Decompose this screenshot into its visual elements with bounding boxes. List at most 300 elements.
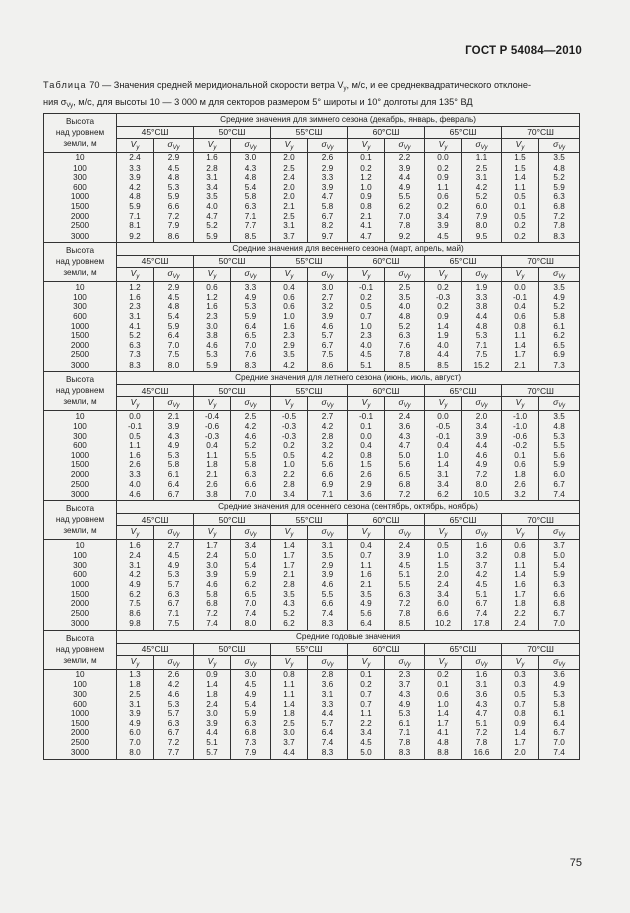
mean-symbol — [502, 268, 539, 282]
value-cell: 6.4 — [154, 332, 194, 342]
table-row — [44, 212, 580, 222]
value-cell: 4.5 — [425, 231, 462, 243]
height-cell: 100 — [44, 293, 117, 303]
value-cell: 5.9 — [231, 312, 271, 322]
value-cell: 1.8 — [117, 681, 154, 691]
value-cell: 2.6 — [308, 153, 348, 165]
mean-symbol — [117, 268, 154, 282]
value-cell: 1.1 — [348, 561, 385, 571]
value-cell: 1.0 — [271, 312, 308, 322]
table-row — [44, 174, 580, 184]
value-cell: -0.1 — [425, 432, 462, 442]
mean-symbol — [348, 268, 385, 282]
season-title: Средние значения для летнего сезона (июнь, июль, август) — [117, 372, 580, 385]
mean-symbol-letter: V — [361, 397, 368, 408]
sigma-symbol — [462, 397, 502, 411]
value-cell: -0.5 — [425, 422, 462, 432]
value-cell: 1.9 — [425, 332, 462, 342]
sigma-symbol-sub: Vy — [326, 145, 334, 151]
value-cell: 4.7 — [194, 212, 231, 222]
value-cell: -0.6 — [194, 422, 231, 432]
sigma-symbol — [154, 655, 194, 669]
latitude-row — [44, 514, 580, 526]
value-cell: 0.5 — [348, 303, 385, 313]
value-cell: 3.0 — [308, 282, 348, 294]
value-cell: 6.7 — [308, 341, 348, 351]
value-cell: 1.7 — [425, 719, 462, 729]
value-cell: 0.4 — [425, 442, 462, 452]
value-cell: 8.5 — [385, 360, 425, 372]
row-label-line: над уровнем — [55, 128, 105, 137]
value-cell: 1.1 — [502, 183, 539, 193]
value-cell: 4.5 — [385, 561, 425, 571]
value-cell: 4.0 — [385, 303, 425, 313]
height-cell: 10 — [44, 282, 117, 294]
mean-symbol-sub: y — [136, 145, 140, 151]
value-cell: 3.7 — [271, 231, 308, 243]
value-cell: 2.8 — [308, 669, 348, 681]
mean-symbol-sub: y — [136, 661, 140, 668]
value-cell: 1.6 — [502, 580, 539, 590]
value-cell: 4.0 — [348, 341, 385, 351]
value-cell: 5.8 — [194, 590, 231, 600]
value-cell: 6.4 — [231, 322, 271, 332]
value-cell: 6.4 — [348, 619, 385, 631]
value-cell: 6.5 — [231, 590, 271, 600]
mean-symbol — [117, 655, 154, 669]
value-cell: -0.1 — [117, 422, 154, 432]
value-cell: 0.4 — [271, 282, 308, 294]
sigma-symbol-letter: σ — [167, 655, 173, 666]
value-cell: 7.2 — [385, 489, 425, 501]
value-cell: 5.0 — [539, 551, 580, 561]
value-cell: 4.9 — [462, 461, 502, 471]
value-cell: 6.2 — [539, 332, 580, 342]
value-cell: 0.1 — [502, 451, 539, 461]
value-cell: 3.1 — [271, 222, 308, 232]
mean-symbol-sub: y — [521, 274, 525, 281]
value-cell: 5.5 — [231, 451, 271, 461]
sigma-symbol-sub: Vy — [403, 661, 411, 668]
table-row — [44, 351, 580, 361]
value-cell: 4.8 — [154, 174, 194, 184]
row-label-cell — [44, 114, 117, 153]
value-cell: 2.8 — [194, 164, 231, 174]
value-cell: 5.1 — [462, 590, 502, 600]
mean-symbol — [348, 655, 385, 669]
caption-lead: Таблица — [43, 80, 87, 90]
height-cell: 1500 — [44, 719, 117, 729]
height-cell: 600 — [44, 571, 117, 581]
value-cell: 5.2 — [539, 303, 580, 313]
value-cell: 2.9 — [154, 282, 194, 294]
value-cell: 1.7 — [502, 351, 539, 361]
value-cell: 1.1 — [348, 709, 385, 719]
value-cell: 6.9 — [539, 351, 580, 361]
value-cell: 3.1 — [117, 561, 154, 571]
mean-symbol-sub: y — [367, 145, 371, 151]
value-cell: 8.2 — [308, 222, 348, 232]
table-row — [44, 360, 580, 372]
value-cell: 7.0 — [154, 341, 194, 351]
value-cell: 1.6 — [462, 669, 502, 681]
value-cell: 5.1 — [462, 719, 502, 729]
value-cell: 1.4 — [425, 322, 462, 332]
value-cell: 1.3 — [117, 669, 154, 681]
value-cell: 5.5 — [539, 442, 580, 452]
value-cell: 3.9 — [308, 183, 348, 193]
height-cell: 300 — [44, 561, 117, 571]
value-cell: 6.7 — [539, 729, 580, 739]
table-row — [44, 341, 580, 351]
value-cell: 2.2 — [502, 609, 539, 619]
value-cell: 6.9 — [308, 480, 348, 490]
value-cell: 7.8 — [539, 222, 580, 232]
height-cell: 600 — [44, 442, 117, 452]
value-cell: 5.3 — [194, 351, 231, 361]
value-cell: 7.2 — [194, 609, 231, 619]
sigma-symbol — [231, 397, 271, 411]
value-cell: 10.2 — [425, 619, 462, 631]
value-cell: 4.3 — [271, 599, 308, 609]
sigma-symbol — [385, 397, 425, 411]
value-cell: 5.4 — [539, 561, 580, 571]
value-cell: 1.5 — [502, 153, 539, 165]
row-label-line: над уровнем — [55, 257, 105, 267]
value-cell: 8.3 — [117, 360, 154, 372]
mean-symbol — [425, 139, 462, 153]
table-row — [44, 422, 580, 432]
value-cell: 16.6 — [462, 748, 502, 760]
value-cell: 4.3 — [385, 432, 425, 442]
mean-symbol-sub: y — [213, 661, 217, 668]
height-cell: 3000 — [44, 619, 117, 631]
value-cell: 0.8 — [348, 202, 385, 212]
sigma-symbol — [154, 139, 194, 153]
value-cell: 8.5 — [231, 231, 271, 243]
value-cell: 1.4 — [425, 709, 462, 719]
value-cell: 1.4 — [271, 540, 308, 552]
sigma-symbol-sub: Vy — [480, 145, 488, 151]
height-cell: 600 — [44, 700, 117, 710]
value-cell: 5.9 — [231, 571, 271, 581]
value-cell: 4.2 — [154, 681, 194, 691]
value-cell: 2.0 — [425, 571, 462, 581]
table-row — [44, 709, 580, 719]
sigma-symbol — [539, 268, 580, 282]
value-cell: 7.0 — [385, 212, 425, 222]
value-cell: 2.6 — [502, 480, 539, 490]
sigma-symbol-letter: σ — [244, 526, 250, 537]
value-cell: 3.3 — [117, 470, 154, 480]
value-cell: 4.6 — [154, 690, 194, 700]
value-cell: 7.2 — [539, 212, 580, 222]
value-cell: 1.2 — [117, 282, 154, 294]
value-cell: 3.1 — [462, 174, 502, 184]
value-cell: 0.1 — [348, 153, 385, 165]
value-cell: 6.3 — [154, 719, 194, 729]
value-cell: 0.2 — [502, 222, 539, 232]
value-cell: 9.2 — [117, 231, 154, 243]
value-cell: 5.4 — [154, 312, 194, 322]
value-cell: 4.3 — [385, 690, 425, 700]
value-cell: 6.4 — [308, 729, 348, 739]
sigma-symbol — [231, 139, 271, 153]
mean-symbol — [425, 268, 462, 282]
mean-symbol-letter: V — [207, 526, 214, 537]
value-cell: 0.9 — [194, 669, 231, 681]
value-cell: 1.6 — [117, 540, 154, 552]
mean-symbol — [425, 655, 462, 669]
table-row — [44, 738, 580, 748]
value-cell: 0.5 — [425, 540, 462, 552]
mean-symbol-letter: V — [438, 139, 445, 149]
value-cell: 5.4 — [231, 561, 271, 571]
row-label-line: над уровнем — [55, 386, 105, 396]
value-cell: 7.7 — [154, 748, 194, 760]
value-cell: 5.8 — [231, 461, 271, 471]
value-cell: 0.6 — [271, 293, 308, 303]
value-cell: 8.6 — [308, 360, 348, 372]
value-cell: 7.0 — [231, 599, 271, 609]
value-cell: 6.7 — [462, 599, 502, 609]
sigma-symbol-letter: σ — [553, 397, 559, 408]
value-cell: 4.8 — [462, 322, 502, 332]
table-row — [44, 609, 580, 619]
latitude-header: 55°СШ — [271, 256, 348, 268]
value-cell: 3.8 — [194, 332, 231, 342]
sigma-symbol-sub: Vy — [403, 403, 411, 410]
value-cell: 3.1 — [308, 540, 348, 552]
mean-symbol-sub: y — [136, 403, 140, 410]
value-cell: 1.9 — [462, 282, 502, 294]
value-cell: 3.9 — [462, 432, 502, 442]
value-cell: 6.6 — [539, 590, 580, 600]
value-cell: 2.5 — [231, 411, 271, 423]
season-row — [44, 114, 580, 127]
mean-symbol — [271, 139, 308, 153]
mean-symbol — [502, 397, 539, 411]
sigma-symbol-letter: σ — [553, 268, 559, 279]
table-row — [44, 411, 580, 423]
value-cell: 4.9 — [117, 580, 154, 590]
value-cell: 3.3 — [117, 164, 154, 174]
value-cell: 3.3 — [231, 282, 271, 294]
value-cell: 4.0 — [117, 480, 154, 490]
value-cell: 2.5 — [271, 719, 308, 729]
value-cell: 7.9 — [231, 748, 271, 760]
value-cell: 3.2 — [308, 442, 348, 452]
sigma-symbol-letter: σ — [321, 655, 327, 666]
value-cell: 1.4 — [502, 174, 539, 184]
mean-symbol — [425, 397, 462, 411]
value-cell: 6.1 — [154, 470, 194, 480]
value-cell: 1.0 — [348, 322, 385, 332]
value-cell: 0.5 — [117, 432, 154, 442]
height-cell: 600 — [44, 312, 117, 322]
value-cell: 6.3 — [231, 719, 271, 729]
value-cell: 3.1 — [194, 174, 231, 184]
sigma-symbol-letter: σ — [398, 139, 404, 149]
value-cell: 1.7 — [194, 540, 231, 552]
value-cell: 4.8 — [117, 193, 154, 203]
value-cell: -0.3 — [271, 422, 308, 432]
sigma-symbol-sub: Vy — [249, 403, 257, 410]
value-cell: 5.7 — [194, 748, 231, 760]
value-cell: 2.8 — [271, 480, 308, 490]
height-cell: 2500 — [44, 351, 117, 361]
value-cell: 3.5 — [308, 551, 348, 561]
value-cell: 0.0 — [425, 411, 462, 423]
value-cell: 1.6 — [271, 322, 308, 332]
value-cell: 3.7 — [462, 561, 502, 571]
value-cell: 1.8 — [194, 690, 231, 700]
mean-symbol-letter: V — [207, 139, 214, 149]
value-cell: 4.5 — [154, 164, 194, 174]
value-cell: 5.8 — [231, 193, 271, 203]
value-cell: 2.3 — [271, 332, 308, 342]
value-cell: 4.2 — [231, 422, 271, 432]
value-cell: 4.4 — [462, 312, 502, 322]
table-row — [44, 719, 580, 729]
value-cell: 1.6 — [117, 293, 154, 303]
value-cell: 1.0 — [271, 461, 308, 471]
value-cell: 4.7 — [308, 193, 348, 203]
mean-symbol-letter: V — [284, 397, 291, 408]
value-cell: 4.6 — [308, 580, 348, 590]
value-cell: 6.0 — [425, 599, 462, 609]
sigma-symbol — [462, 526, 502, 540]
sigma-symbol-letter: σ — [475, 139, 481, 149]
value-cell: 7.4 — [539, 748, 580, 760]
value-cell: 6.1 — [539, 322, 580, 332]
table-row — [44, 332, 580, 342]
caption-line2-sub: Vy — [66, 103, 74, 109]
value-cell: 0.2 — [502, 231, 539, 243]
mean-symbol-sub: y — [367, 661, 371, 668]
value-cell: 0.2 — [425, 202, 462, 212]
value-cell: 5.9 — [117, 202, 154, 212]
height-cell: 1000 — [44, 709, 117, 719]
table-row — [44, 183, 580, 193]
value-cell: 2.4 — [502, 619, 539, 631]
value-cell: 8.3 — [539, 231, 580, 243]
value-cell: 2.5 — [385, 282, 425, 294]
value-cell: 1.0 — [348, 183, 385, 193]
sigma-symbol-letter: σ — [167, 139, 173, 149]
mean-symbol-letter: V — [515, 139, 522, 149]
value-cell: 6.2 — [425, 489, 462, 501]
value-cell: 0.6 — [502, 312, 539, 322]
value-cell: 2.4 — [385, 540, 425, 552]
sigma-symbol — [539, 526, 580, 540]
value-cell: 5.3 — [539, 690, 580, 700]
value-cell: 6.7 — [539, 480, 580, 490]
latitude-header: 55°СШ — [271, 514, 348, 526]
value-cell: 3.8 — [462, 303, 502, 313]
sigma-symbol-sub: Vy — [558, 403, 566, 410]
value-cell: 4.8 — [154, 303, 194, 313]
table-row — [44, 442, 580, 452]
sigma-symbol-letter: σ — [553, 526, 559, 537]
mean-symbol — [194, 655, 231, 669]
value-cell: 8.6 — [117, 609, 154, 619]
mean-symbol — [194, 268, 231, 282]
value-cell: -0.1 — [348, 411, 385, 423]
sigma-symbol-sub: Vy — [249, 145, 257, 151]
height-cell: 2500 — [44, 480, 117, 490]
value-cell: 2.2 — [271, 470, 308, 480]
sigma-symbol-letter: σ — [167, 397, 173, 408]
caption-line2-post: , м/с, для высоты 10 — 3 000 м для секторов размером 5° широты и 10° долготы для 135° ВД — [73, 97, 473, 107]
page-number: 75 — [569, 857, 582, 869]
value-cell: 2.0 — [271, 193, 308, 203]
mean-symbol-letter: V — [130, 526, 137, 537]
value-cell: 0.2 — [348, 293, 385, 303]
value-cell: 6.8 — [539, 599, 580, 609]
value-cell: 3.5 — [348, 590, 385, 600]
value-cell: 2.5 — [271, 212, 308, 222]
value-cell: 1.1 — [271, 690, 308, 700]
mean-symbol-sub: y — [290, 532, 294, 539]
value-cell: 6.7 — [308, 212, 348, 222]
value-cell: 4.5 — [154, 551, 194, 561]
row-label-cell — [44, 372, 117, 411]
symbol-row — [44, 139, 580, 153]
sigma-symbol-sub: Vy — [172, 274, 180, 281]
value-cell: 4.4 — [271, 748, 308, 760]
value-cell: 0.2 — [348, 681, 385, 691]
value-cell: 5.3 — [154, 183, 194, 193]
sigma-symbol-letter: σ — [244, 268, 250, 279]
table-row — [44, 164, 580, 174]
value-cell: 0.6 — [271, 303, 308, 313]
value-cell: 3.9 — [385, 551, 425, 561]
value-cell: 1.1 — [502, 332, 539, 342]
value-cell: 4.6 — [194, 580, 231, 590]
value-cell: 7.5 — [154, 351, 194, 361]
sigma-symbol-sub: Vy — [326, 403, 334, 410]
value-cell: 7.1 — [385, 729, 425, 739]
value-cell: 15.2 — [462, 360, 502, 372]
value-cell: 7.0 — [539, 619, 580, 631]
value-cell: 1.8 — [271, 709, 308, 719]
row-label-line: Высота — [65, 504, 95, 514]
value-cell: 2.4 — [117, 153, 154, 165]
value-cell: 4.9 — [231, 690, 271, 700]
table-row — [44, 580, 580, 590]
value-cell: 1.6 — [348, 571, 385, 581]
value-cell: 3.2 — [462, 551, 502, 561]
value-cell: 4.4 — [194, 729, 231, 739]
value-cell: 2.7 — [308, 411, 348, 423]
value-cell: 5.9 — [194, 360, 231, 372]
value-cell: 5.7 — [154, 709, 194, 719]
value-cell: 4.2 — [117, 183, 154, 193]
value-cell: 3.6 — [308, 681, 348, 691]
sigma-symbol-sub: Vy — [326, 532, 334, 539]
value-cell: 0.6 — [194, 282, 231, 294]
value-cell: 2.1 — [154, 411, 194, 423]
value-cell: 7.4 — [308, 609, 348, 619]
sigma-symbol-sub: Vy — [480, 661, 488, 668]
value-cell: 5.2 — [231, 442, 271, 452]
value-cell: 2.1 — [502, 360, 539, 372]
table-row — [44, 669, 580, 681]
value-cell: 1.4 — [502, 571, 539, 581]
height-cell: 2500 — [44, 738, 117, 748]
height-cell: 2500 — [44, 609, 117, 619]
